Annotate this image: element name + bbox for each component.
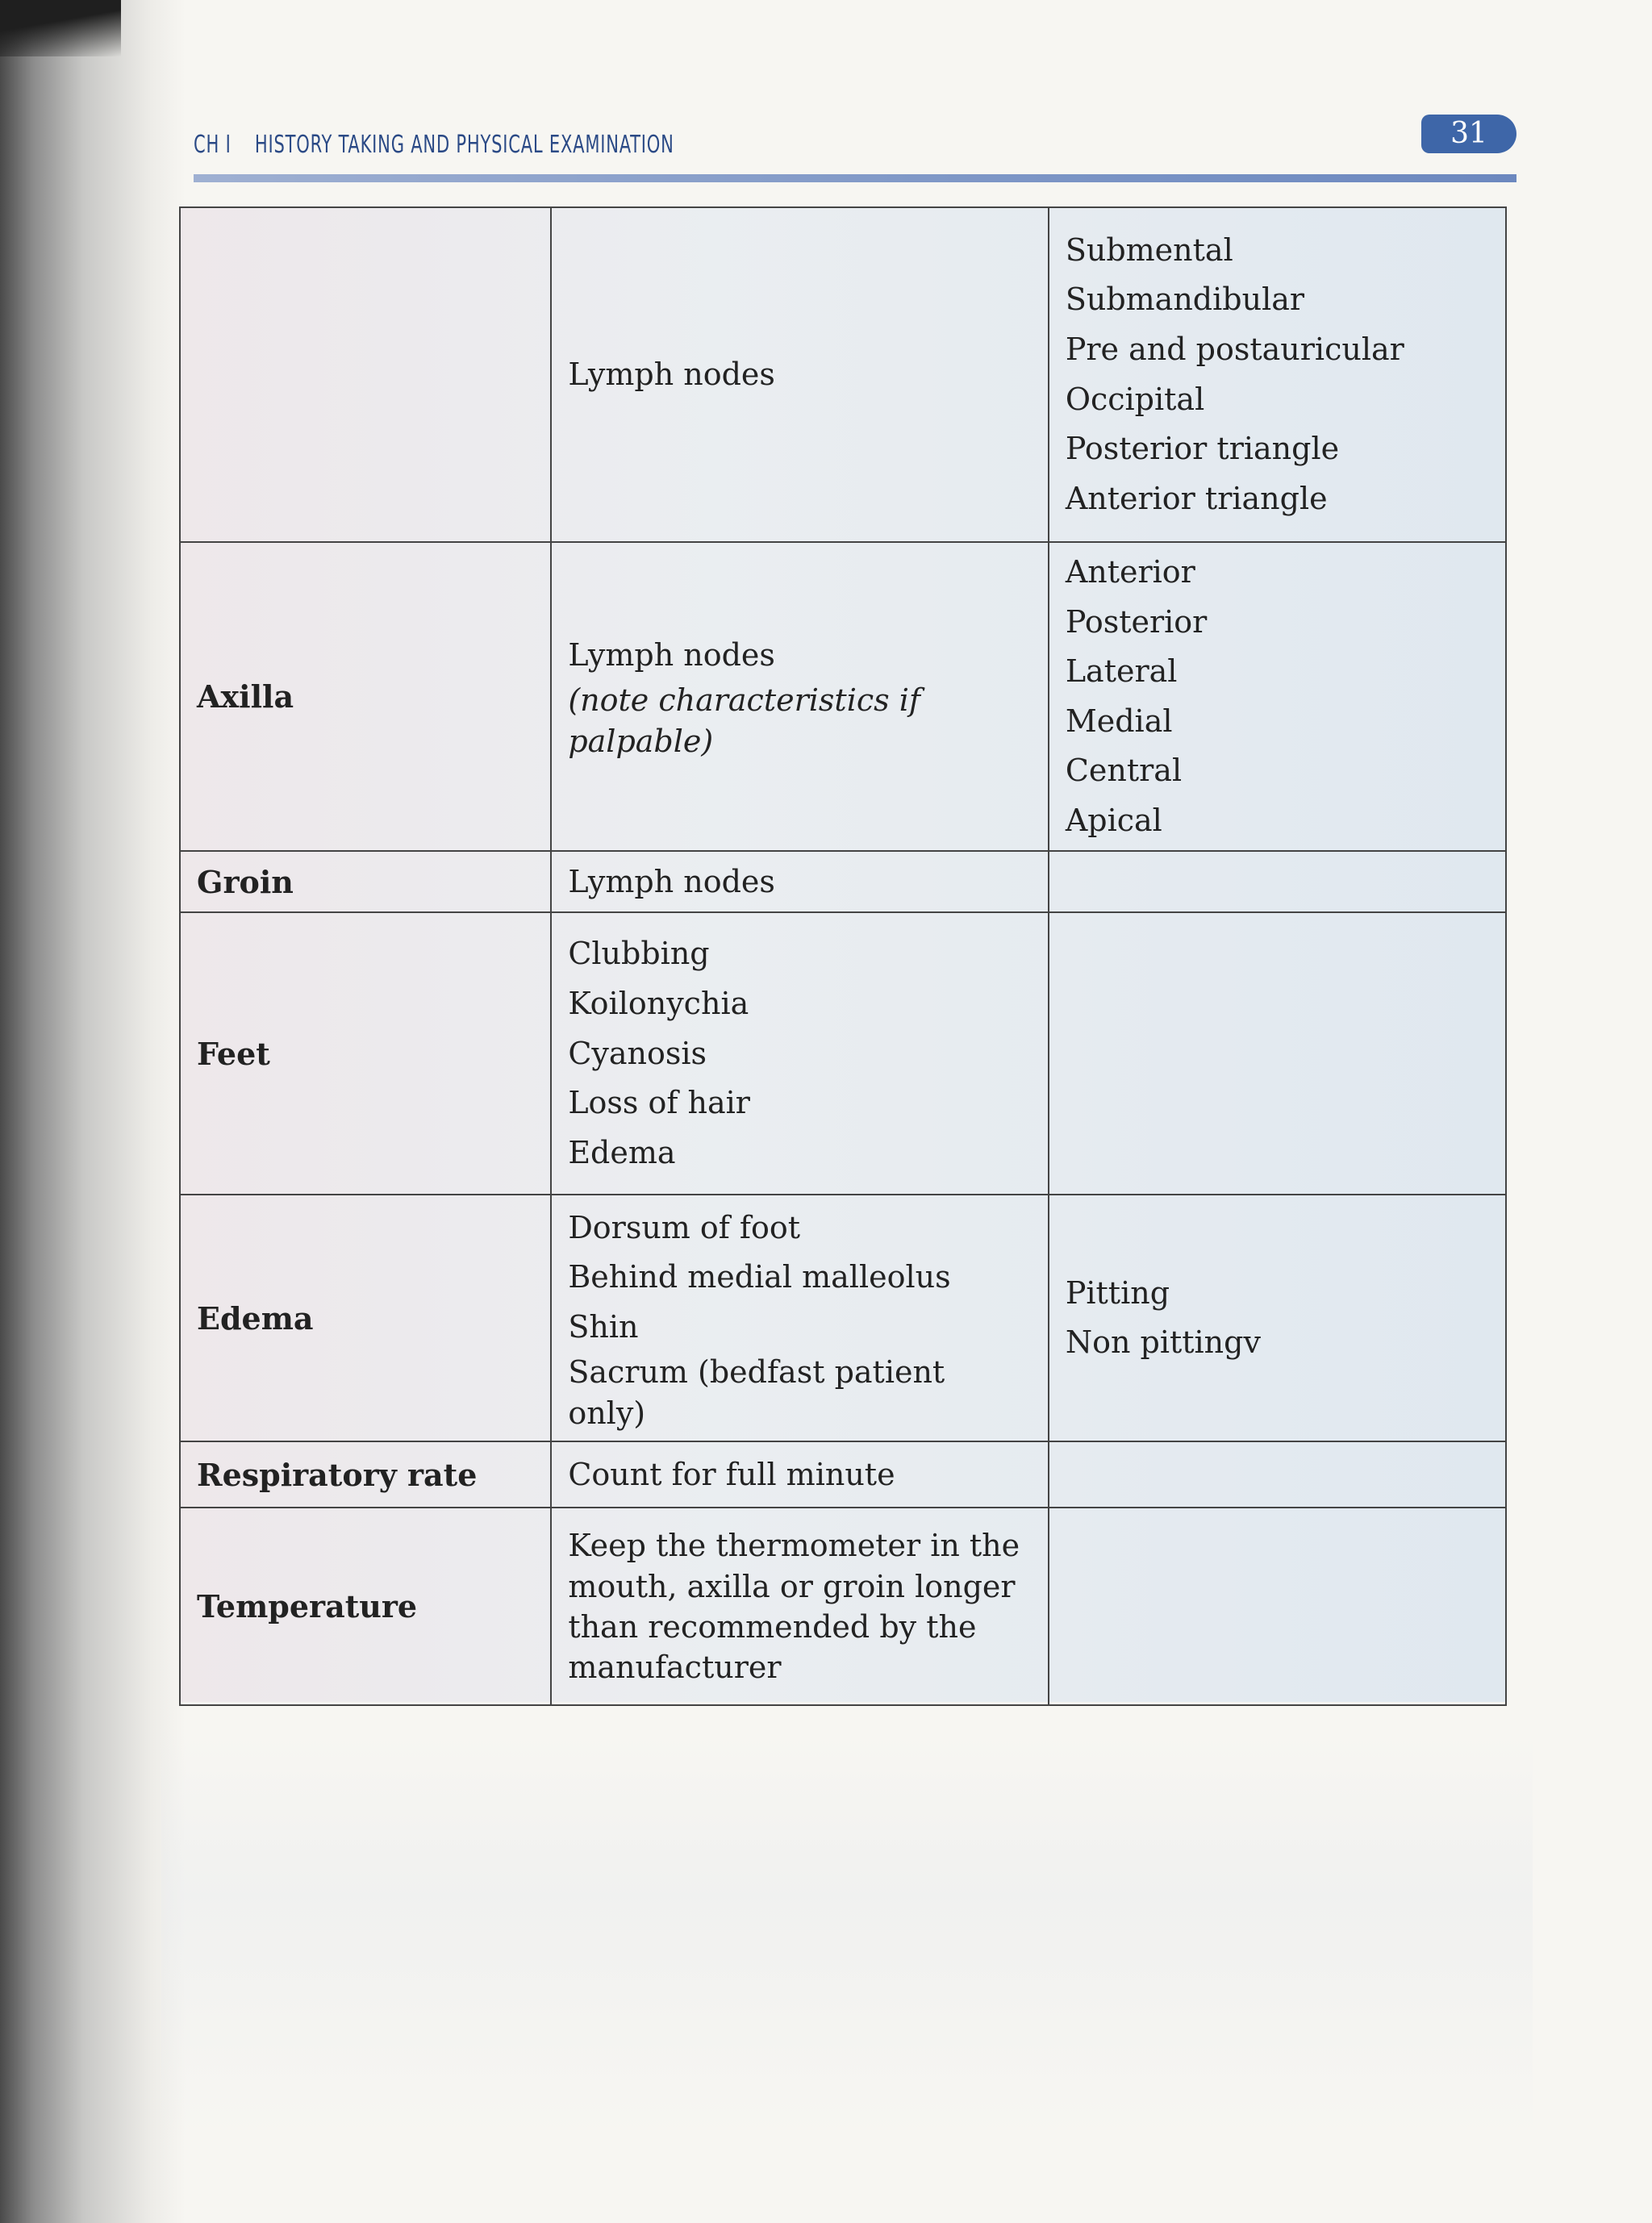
check-note: (note characteristics if palpable)	[568, 682, 920, 760]
findings-cell	[1049, 912, 1506, 1195]
findings-cell	[1049, 207, 1506, 542]
finding-item: Pitting	[1065, 1274, 1170, 1311]
finding-item: Lateral	[1065, 653, 1178, 690]
findings-cell	[1049, 542, 1506, 851]
table-row	[180, 1508, 1506, 1705]
check-item: Lymph nodes	[568, 636, 775, 673]
check-item: Koilonychia	[568, 985, 749, 1021]
table-row	[180, 1441, 1506, 1508]
table-row	[180, 912, 1506, 1195]
findings-cell	[1049, 1441, 1506, 1508]
check-item: Lymph nodes	[568, 356, 775, 392]
table-row	[180, 207, 1506, 542]
page-bottom-shading	[161, 1734, 1533, 2138]
finding-item: Submandibular	[1065, 282, 1305, 318]
check-cell	[551, 207, 1049, 542]
region-cell: Groin	[180, 851, 551, 912]
finding-item: Pre and postauricular	[1065, 331, 1404, 367]
examination-table-container	[179, 206, 1507, 1702]
finding-item: Occipital	[1065, 381, 1205, 417]
check-item: Cyanosis	[568, 1035, 707, 1071]
region-cell: Edema	[180, 1195, 551, 1441]
check-item: Lymph nodes	[568, 863, 775, 899]
region-cell: Axilla	[180, 542, 551, 851]
page-binding-shadow	[0, 0, 186, 2223]
check-cell	[551, 912, 1049, 1195]
chapter-title: HISTORY TAKING AND PHYSICAL EXAMINATION	[254, 131, 674, 159]
finding-item: Medial	[1065, 703, 1173, 739]
check-cell	[551, 1441, 1049, 1508]
page-number-badge: 31	[1421, 115, 1516, 153]
page-corner-shadow	[0, 0, 121, 56]
findings-cell	[1049, 851, 1506, 912]
finding-item: Posterior	[1065, 603, 1208, 640]
running-header	[194, 117, 1516, 161]
finding-item: Central	[1065, 753, 1183, 789]
table-row	[180, 851, 1506, 912]
finding-item: Apical	[1065, 802, 1162, 838]
table-row	[180, 542, 1506, 851]
check-item: Keep the thermometer in the mouth, axilla or groin longer than recommended by the manufacturer	[568, 1528, 1020, 1685]
check-item: Clubbing	[568, 936, 710, 972]
check-item: Count for full minute	[568, 1456, 895, 1492]
finding-item: Posterior triangle	[1065, 431, 1340, 467]
findings-cell	[1049, 1195, 1506, 1441]
check-cell	[551, 1195, 1049, 1441]
region-cell: Feet	[180, 912, 551, 1195]
finding-item: Submental	[1065, 231, 1233, 268]
check-item: Shin	[568, 1308, 639, 1345]
finding-item: Non pittingv	[1065, 1324, 1261, 1361]
check-item: Behind medial malleolus	[568, 1259, 951, 1295]
check-cell	[551, 542, 1049, 851]
findings-cell	[1049, 1508, 1506, 1705]
check-item: Edema	[568, 1134, 676, 1170]
check-item: Loss of hair	[568, 1085, 750, 1121]
table-row	[180, 1195, 1506, 1441]
check-item: Sacrum (bedfast patient only)	[568, 1354, 945, 1431]
check-item: Dorsum of foot	[568, 1209, 801, 1245]
finding-item: Anterior triangle	[1065, 480, 1328, 516]
header-rule	[194, 174, 1516, 182]
chapter-label: CH I	[194, 131, 232, 159]
header-text	[194, 131, 674, 159]
check-cell	[551, 851, 1049, 912]
check-cell	[551, 1508, 1049, 1705]
finding-item: Anterior	[1065, 554, 1195, 590]
region-cell: Temperature	[180, 1508, 551, 1705]
region-cell: Respiratory rate	[180, 1441, 551, 1508]
region-cell	[180, 207, 551, 542]
examination-table	[179, 206, 1507, 1706]
